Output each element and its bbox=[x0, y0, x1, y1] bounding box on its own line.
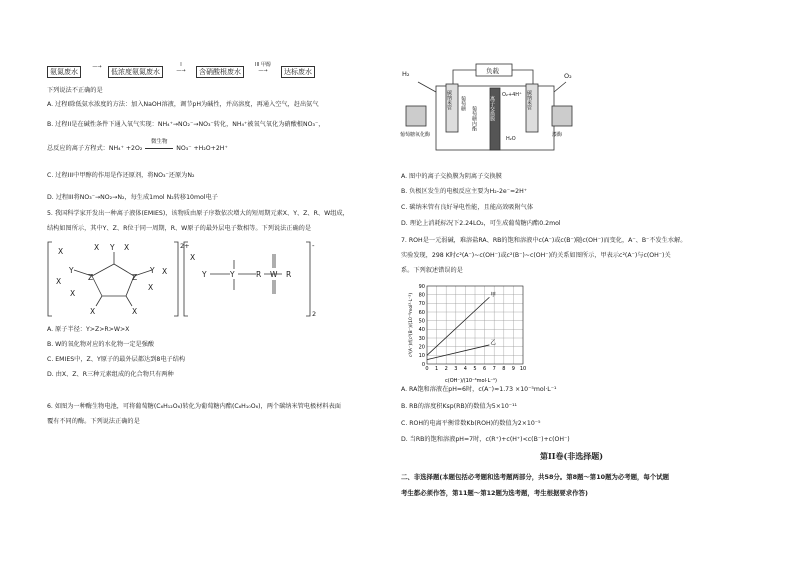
right-enzyme-label: 漆酶 bbox=[552, 132, 563, 138]
flow-arrow-2: I —→ bbox=[176, 62, 186, 74]
flow-arrow-3: III 甲醇 —→ bbox=[254, 62, 272, 74]
q4-option-b-equation bbox=[47, 139, 228, 153]
x-tick-label: 10 bbox=[519, 366, 527, 372]
q4-option-d: D. 过程III将NO₃⁻→NO₂→N₂，每生成1mol N₂转移10mol电子 bbox=[47, 194, 218, 201]
q5-stem-line2: 结构如图所示，其中Y、Z、R位于同一周期，R、W原子的最外层电子数相等。下列说法正确的是 bbox=[47, 225, 312, 232]
q6-option-a: A. 图中的离子交换膜为阴离子交换膜 bbox=[401, 173, 502, 180]
y-tick-label: 20 bbox=[418, 344, 425, 351]
atom-x1: X bbox=[58, 247, 64, 256]
atom-r2: R bbox=[286, 270, 292, 279]
o2-4h-label: O₂+4H⁺ bbox=[502, 92, 522, 98]
q4-eq-right: NO₃⁻ +H₂O+2H⁺ bbox=[176, 145, 228, 152]
y-tick-label: 30 bbox=[418, 335, 425, 342]
flow-box-4: 达标废水 bbox=[281, 66, 315, 78]
atom-x2: X bbox=[56, 277, 62, 286]
load-label: 负载 bbox=[486, 67, 499, 75]
q4-option-a: A. 过程I除低氨水浓度的方法：加入NaOH溶液，调节pH为碱性，并高溶度，再通入空气，赶出氨气 bbox=[47, 101, 319, 108]
q4-option-c: C. 过程III中甲醇的作用是作还原剂，将NO₃⁻还原为N₂ bbox=[47, 172, 195, 179]
q7-stem-line1: 7. ROH是一元弱碱，难溶盐RA、RB的饱和溶液中c(A⁻)或c(B⁻)随c(OH⁻)而变化，A⁻、B⁻不发生水解。 bbox=[401, 237, 687, 244]
atom-r1: R bbox=[256, 270, 262, 279]
q7-stem-line2: 实验发现，298 K时c²(A⁻)~c(OH⁻)或c²(B⁻)~c(OH⁻)的关系如图所示，甲表示c²(A⁻)与c(OH⁻)关 bbox=[401, 252, 671, 259]
x-tick-label: 7 bbox=[492, 366, 496, 372]
atom-z1: Z bbox=[88, 273, 94, 282]
lactone-label: 葡萄糖内酯 bbox=[471, 106, 477, 131]
q7-stem-line3: 系。下列叙述错误的是 bbox=[401, 267, 463, 274]
y-tick-label: 50 bbox=[418, 318, 425, 325]
x-tick-label: 4 bbox=[463, 366, 467, 372]
q7-option-d: D. 当RB的饱和溶液pH=7时，c(R⁺)+c(H⁺)<c(B⁻)+c(OH⁻) bbox=[401, 436, 570, 443]
q7-option-b: B. RB的溶度积Ksp(RB)的数值为5×10⁻¹¹ bbox=[401, 403, 518, 410]
chart-ticks bbox=[419, 284, 527, 372]
h2-label: H₂ bbox=[402, 70, 410, 78]
q6-stem-line1: 6. 如图为一种酶生物电池，可将葡萄糖(C₆H₁₂O₆)转化为葡萄糖内酯(C₆H₁₀O₆)，两个碳纳米管电极材料表面 bbox=[47, 403, 341, 410]
atom-y5: Y bbox=[230, 270, 235, 279]
atom-y1: Y bbox=[69, 266, 74, 275]
q4-eq-left: 总反应的离子方程式：NH₄⁺ +2O₂ bbox=[47, 145, 143, 152]
atom-x4: X bbox=[124, 243, 130, 252]
x-tick-label: 3 bbox=[454, 366, 458, 372]
atom-w: W bbox=[270, 270, 278, 279]
q6-option-c: C. 碳纳米管有良好导电性能，且能高效吸附气体 bbox=[401, 204, 534, 211]
q5-option-b: B. W的氧化物对应的水化物一定是强酸 bbox=[47, 341, 155, 348]
atom-y4: Y bbox=[202, 270, 207, 279]
atom-z2: Z bbox=[132, 273, 138, 282]
chart-series bbox=[427, 290, 496, 359]
atom-y3: Y bbox=[150, 266, 155, 275]
q4-intro: 下列说法不正确的是 bbox=[47, 87, 103, 94]
ionic-liquid-structure bbox=[44, 238, 320, 320]
q4-option-b: B. 过程II是在碱性条件下通入氧气实现：NH₄⁺→NO₂⁻→NO₃⁻转化，NH₄⁺被氧气氧化为硝酸根NO₃⁻， bbox=[47, 121, 325, 128]
x-tick-label: 9 bbox=[511, 366, 515, 372]
o2-label: O₂ bbox=[564, 72, 572, 80]
q5-stem-line1: 5. 我国科学家开发出一种离子液体(EMIES)，该物质由原子序数依次增大的短周期元素X、Y、Z、R、W组成， bbox=[47, 210, 349, 217]
flow-step-3: III bbox=[254, 62, 260, 68]
glucose-label: 葡萄糖 bbox=[460, 96, 466, 111]
membrane-label: 离子交换膜 bbox=[489, 96, 495, 121]
flow-step-2: I bbox=[180, 62, 182, 68]
series-label-2: 乙 bbox=[490, 339, 496, 346]
flow-box-2: 低浓度氨氮废水 bbox=[108, 66, 163, 78]
q6-stem-line2: 覆有不同的酶。下列说法正确的是 bbox=[47, 418, 140, 425]
atom-x10: X bbox=[190, 253, 196, 262]
series-label-1: 甲 bbox=[490, 292, 496, 299]
ksp-chart bbox=[405, 280, 535, 384]
y-tick-label: 70 bbox=[418, 301, 425, 308]
q5-option-a: A. 原子半径：Y>Z>R>W>X bbox=[47, 326, 130, 333]
left-enzyme-label: 葡萄糖氧化酶 bbox=[400, 132, 431, 138]
atom-y2: Y bbox=[110, 243, 115, 252]
section2-title: 第II卷(非选择题) bbox=[540, 451, 604, 461]
anion-subscript: 2 bbox=[312, 310, 317, 318]
anion-charge: - bbox=[312, 242, 315, 250]
q4-eq-condition: 微生物 bbox=[151, 139, 168, 145]
x-tick-label: 6 bbox=[483, 366, 487, 372]
flow-box-1: 氨氮废水 bbox=[47, 66, 81, 78]
chart-grid bbox=[427, 286, 523, 364]
flow-arrow-1: —→ bbox=[92, 64, 102, 70]
x-tick-label: 8 bbox=[502, 366, 506, 372]
atom-x5: X bbox=[162, 267, 168, 276]
cation-charge: 2+ bbox=[180, 242, 190, 250]
q5-option-d: D. 由X、Z、R三种元素组成的化合物只有两种 bbox=[47, 371, 174, 378]
q7-option-c: C. ROH的电离平衡常数Kb(ROH)的数值为2×10⁻⁵ bbox=[401, 420, 541, 427]
h2o-label: H₂O bbox=[506, 136, 516, 142]
y-tick-label: 80 bbox=[418, 292, 425, 299]
atom-x9: X bbox=[132, 307, 138, 316]
y-tick-label: 90 bbox=[418, 283, 425, 290]
q6-option-b: B. 负极区发生的电极反应主要为H₂-2e⁻=2H⁺ bbox=[401, 188, 528, 195]
x-tick-label: 2 bbox=[444, 366, 448, 372]
atom-x7: X bbox=[70, 289, 76, 298]
y-tick-label: 0 bbox=[421, 361, 425, 368]
y-tick-label: 40 bbox=[418, 327, 425, 334]
chart-xlabel: c(OH⁻)/(10⁻⁴mol·L⁻¹) bbox=[445, 378, 497, 384]
x-tick-label: 5 bbox=[473, 366, 477, 372]
x-tick-label: 1 bbox=[435, 366, 439, 372]
y-tick-label: 60 bbox=[418, 309, 425, 316]
flow-box-3: 含硝酸根废水 bbox=[196, 66, 244, 78]
flow-step-3-note: 甲醇 bbox=[261, 62, 272, 68]
q6-option-d: D. 理论上消耗标况下2.24LO₂，可生成葡萄糖内酯0.2mol bbox=[401, 220, 561, 227]
q4-eq-arrow bbox=[144, 139, 174, 153]
atom-x6: X bbox=[148, 283, 154, 292]
y-tick-label: 10 bbox=[418, 353, 425, 360]
atom-x3: X bbox=[94, 243, 100, 252]
section2-line2: 考生都必须作答，第11题～第12题为选考题，考生根据要求作答) bbox=[401, 489, 588, 497]
right-tube-label: 碳纳米管 bbox=[526, 90, 532, 110]
q7-option-a: A. RA饱和溶液在pH=6时，c(A⁻)≈1.73 ×10⁻⁵mol·L⁻¹ bbox=[401, 386, 557, 393]
atom-x8: X bbox=[90, 307, 96, 316]
q5-option-c: C. EMIES中，Z、Y原子的最外层都达到8电子结构 bbox=[47, 356, 186, 363]
section2-line1: 二、非选择题(本题包括必考题和选考题两部分，共58分。第8题～第10题为必考题，每个试题 bbox=[401, 473, 669, 481]
enzyme-cell-diagram bbox=[398, 60, 578, 166]
left-tube-label: 碳纳米管 bbox=[446, 90, 452, 110]
chart-ylabel: c²(A⁻)或c²(B⁻)/(10⁻⁸mol²·L⁻²) bbox=[409, 292, 414, 358]
x-tick-label: 0 bbox=[425, 366, 429, 372]
